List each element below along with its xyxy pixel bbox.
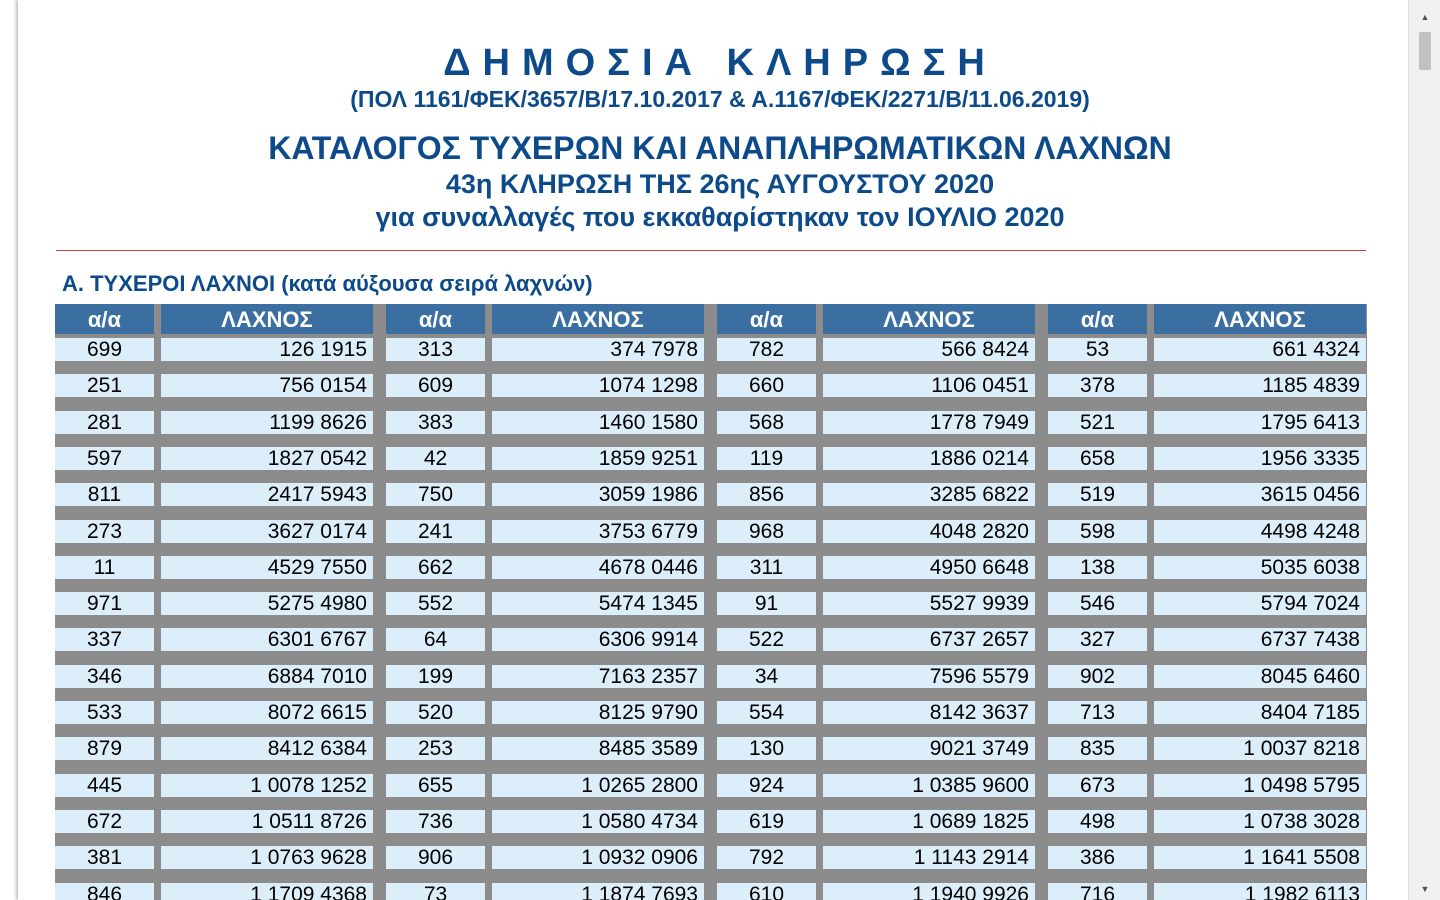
lot-number-cell: 8412 6384 xyxy=(161,737,373,760)
lot-number-cell: 1 0738 3028 xyxy=(1154,810,1366,833)
lot-number-cell: 3753 6779 xyxy=(492,520,704,543)
lot-number-cell: 1 1874 7693 xyxy=(492,883,704,900)
lot-number-cell: 1 0511 8726 xyxy=(161,810,373,833)
scrollbar-thumb[interactable] xyxy=(1419,32,1431,70)
lot-number-cell: 1199 8626 xyxy=(161,411,373,434)
lot-number-cell: 6301 6767 xyxy=(161,628,373,651)
row-number-cell: 568 xyxy=(717,411,816,434)
lot-number-cell: 4498 4248 xyxy=(1154,520,1366,543)
lot-number-cell: 3285 6822 xyxy=(823,483,1035,506)
row-number-cell: 846 xyxy=(55,883,154,900)
lot-number-cell: 9021 3749 xyxy=(823,737,1035,760)
header-lot-col: ΛΑΧΝΟΣ xyxy=(492,304,704,334)
row-number-cell: 498 xyxy=(1048,810,1147,833)
lot-number-cell: 8142 3637 xyxy=(823,701,1035,724)
lot-number-cell: 1 0763 9628 xyxy=(161,846,373,869)
lot-number-cell: 3059 1986 xyxy=(492,483,704,506)
lot-number-cell: 5035 6038 xyxy=(1154,556,1366,579)
lot-number-cell: 1 1641 5508 xyxy=(1154,846,1366,869)
row-number-cell: 251 xyxy=(55,374,154,397)
row-number-cell: 34 xyxy=(717,665,816,688)
row-number-cell: 346 xyxy=(55,665,154,688)
lot-number-cell: 6737 7438 xyxy=(1154,628,1366,651)
row-number-cell: 521 xyxy=(1048,411,1147,434)
row-number-cell: 313 xyxy=(386,338,485,361)
header-num-col: α/α xyxy=(1048,304,1147,334)
lot-number-cell: 1956 3335 xyxy=(1154,447,1366,470)
header-lot-col: ΛΑΧΝΟΣ xyxy=(1154,304,1366,334)
lot-number-cell: 1074 1298 xyxy=(492,374,704,397)
lot-number-cell: 126 1915 xyxy=(161,338,373,361)
row-number-cell: 253 xyxy=(386,737,485,760)
row-number-cell: 119 xyxy=(717,447,816,470)
row-number-cell: 281 xyxy=(55,411,154,434)
row-number-cell: 199 xyxy=(386,665,485,688)
row-number-cell: 619 xyxy=(717,810,816,833)
row-number-cell: 597 xyxy=(55,447,154,470)
row-number-cell: 533 xyxy=(55,701,154,724)
row-number-cell: 273 xyxy=(55,520,154,543)
row-number-cell: 782 xyxy=(717,338,816,361)
period-line: για συναλλαγές που εκκαθαρίστηκαν τον ΙΟΥΛΙΟ 2020 xyxy=(375,202,1065,232)
legal-reference: (ΠΟΛ 1161/ΦΕΚ/3657/Β/17.10.2017 & Α.1167/ΦΕΚ/2271/Β/11.06.2019) xyxy=(350,86,1090,112)
lot-number-cell: 1 0932 0906 xyxy=(492,846,704,869)
row-number-cell: 53 xyxy=(1048,338,1147,361)
lot-number-cell: 1827 0542 xyxy=(161,447,373,470)
lot-number-cell: 4048 2820 xyxy=(823,520,1035,543)
winners-table xyxy=(55,304,1367,900)
lot-number-cell: 1859 9251 xyxy=(492,447,704,470)
row-number-cell: 610 xyxy=(717,883,816,900)
lot-number-cell: 8045 6460 xyxy=(1154,665,1366,688)
row-number-cell: 879 xyxy=(55,737,154,760)
row-number-cell: 660 xyxy=(717,374,816,397)
header-lot-col: ΛΑΧΝΟΣ xyxy=(823,304,1035,334)
lot-number-cell: 8125 9790 xyxy=(492,701,704,724)
row-number-cell: 971 xyxy=(55,592,154,615)
row-number-cell: 856 xyxy=(717,483,816,506)
lot-number-cell: 1 0265 2800 xyxy=(492,774,704,797)
row-number-cell: 311 xyxy=(717,556,816,579)
row-number-cell: 968 xyxy=(717,520,816,543)
row-number-cell: 383 xyxy=(386,411,485,434)
row-number-cell: 546 xyxy=(1048,592,1147,615)
row-number-cell: 655 xyxy=(386,774,485,797)
row-number-cell: 716 xyxy=(1048,883,1147,900)
row-number-cell: 381 xyxy=(55,846,154,869)
divider-rule xyxy=(56,250,1366,251)
lot-number-cell: 5794 7024 xyxy=(1154,592,1366,615)
row-number-cell: 337 xyxy=(55,628,154,651)
row-number-cell: 750 xyxy=(386,483,485,506)
lot-number-cell: 374 7978 xyxy=(492,338,704,361)
row-number-cell: 386 xyxy=(1048,846,1147,869)
row-number-cell: 658 xyxy=(1048,447,1147,470)
lot-number-cell: 8485 3589 xyxy=(492,737,704,760)
lot-number-cell: 5275 4980 xyxy=(161,592,373,615)
header-lot-col: ΛΑΧΝΟΣ xyxy=(161,304,373,334)
lot-number-cell: 1185 4839 xyxy=(1154,374,1366,397)
lot-number-cell: 5474 1345 xyxy=(492,592,704,615)
row-number-cell: 42 xyxy=(386,447,485,470)
row-number-cell: 736 xyxy=(386,810,485,833)
lot-number-cell: 1106 0451 xyxy=(823,374,1035,397)
lot-number-cell: 1 1143 2914 xyxy=(823,846,1035,869)
lot-number-cell: 1 0580 4734 xyxy=(492,810,704,833)
lot-number-cell: 6306 9914 xyxy=(492,628,704,651)
lot-number-cell: 7163 2357 xyxy=(492,665,704,688)
row-number-cell: 522 xyxy=(717,628,816,651)
lot-number-cell: 2417 5943 xyxy=(161,483,373,506)
lot-number-cell: 566 8424 xyxy=(823,338,1035,361)
lot-number-cell: 1460 1580 xyxy=(492,411,704,434)
lot-number-cell: 756 0154 xyxy=(161,374,373,397)
lot-number-cell: 1795 6413 xyxy=(1154,411,1366,434)
lot-number-cell: 1 0037 8218 xyxy=(1154,737,1366,760)
lot-number-cell: 7596 5579 xyxy=(823,665,1035,688)
lot-number-cell: 8072 6615 xyxy=(161,701,373,724)
lot-number-cell: 1778 7949 xyxy=(823,411,1035,434)
row-number-cell: 519 xyxy=(1048,483,1147,506)
lot-number-cell: 4529 7550 xyxy=(161,556,373,579)
row-number-cell: 445 xyxy=(55,774,154,797)
triangle-down-icon[interactable]: ▼ xyxy=(1420,884,1430,894)
row-number-cell: 662 xyxy=(386,556,485,579)
lot-number-cell: 4950 6648 xyxy=(823,556,1035,579)
lot-number-cell: 3627 0174 xyxy=(161,520,373,543)
lot-number-cell: 1 0078 1252 xyxy=(161,774,373,797)
header-num-col: α/α xyxy=(55,304,154,334)
lot-number-cell: 1886 0214 xyxy=(823,447,1035,470)
row-number-cell: 520 xyxy=(386,701,485,724)
draw-line: 43η ΚΛΗΡΩΣΗ ΤΗΣ 26ης ΑΥΓΟΥΣΤΟΥ 2020 xyxy=(445,169,995,199)
row-number-cell: 378 xyxy=(1048,374,1147,397)
row-number-cell: 241 xyxy=(386,520,485,543)
lot-number-cell: 1 1940 9926 xyxy=(823,883,1035,900)
row-number-cell: 672 xyxy=(55,810,154,833)
document-title: ΔΗΜΟΣΙΑ ΚΛΗΡΩΣΗ xyxy=(443,42,997,84)
lot-number-cell: 8404 7185 xyxy=(1154,701,1366,724)
vertical-scrollbar[interactable] xyxy=(1408,0,1440,900)
lot-number-cell: 1 1982 6113 xyxy=(1154,883,1366,900)
lot-number-cell: 6884 7010 xyxy=(161,665,373,688)
row-number-cell: 906 xyxy=(386,846,485,869)
lot-number-cell: 3615 0456 xyxy=(1154,483,1366,506)
row-number-cell: 552 xyxy=(386,592,485,615)
triangle-up-icon[interactable]: ▲ xyxy=(1420,12,1430,22)
lot-number-cell: 4678 0446 xyxy=(492,556,704,579)
row-number-cell: 598 xyxy=(1048,520,1147,543)
row-number-cell: 811 xyxy=(55,483,154,506)
lot-number-cell: 1 0689 1825 xyxy=(823,810,1035,833)
row-number-cell: 11 xyxy=(55,556,154,579)
row-number-cell: 91 xyxy=(717,592,816,615)
row-number-cell: 792 xyxy=(717,846,816,869)
lot-number-cell: 1 1709 4368 xyxy=(161,883,373,900)
row-number-cell: 327 xyxy=(1048,628,1147,651)
row-number-cell: 924 xyxy=(717,774,816,797)
header-num-col: α/α xyxy=(386,304,485,334)
header-num-col: α/α xyxy=(717,304,816,334)
row-number-cell: 713 xyxy=(1048,701,1147,724)
row-number-cell: 699 xyxy=(55,338,154,361)
section-title: Α. ΤΥΧΕΡΟΙ ΛΑΧΝΟΙ (κατά αύξουσα σειρά λαχνών) xyxy=(62,271,593,296)
row-number-cell: 138 xyxy=(1048,556,1147,579)
row-number-cell: 130 xyxy=(717,737,816,760)
row-number-cell: 554 xyxy=(717,701,816,724)
row-number-cell: 673 xyxy=(1048,774,1147,797)
row-number-cell: 73 xyxy=(386,883,485,900)
lot-number-cell: 5527 9939 xyxy=(823,592,1035,615)
row-number-cell: 609 xyxy=(386,374,485,397)
lot-number-cell: 1 0498 5795 xyxy=(1154,774,1366,797)
row-number-cell: 835 xyxy=(1048,737,1147,760)
row-number-cell: 902 xyxy=(1048,665,1147,688)
lot-number-cell: 6737 2657 xyxy=(823,628,1035,651)
row-number-cell: 64 xyxy=(386,628,485,651)
catalog-title: ΚΑΤΑΛΟΓΟΣ ΤΥΧΕΡΩΝ ΚΑΙ ΑΝΑΠΛΗΡΩΜΑΤΙΚΩΝ ΛΑΧΝΩΝ xyxy=(268,130,1172,166)
lot-number-cell: 1 0385 9600 xyxy=(823,774,1035,797)
lot-number-cell: 661 4324 xyxy=(1154,338,1366,361)
